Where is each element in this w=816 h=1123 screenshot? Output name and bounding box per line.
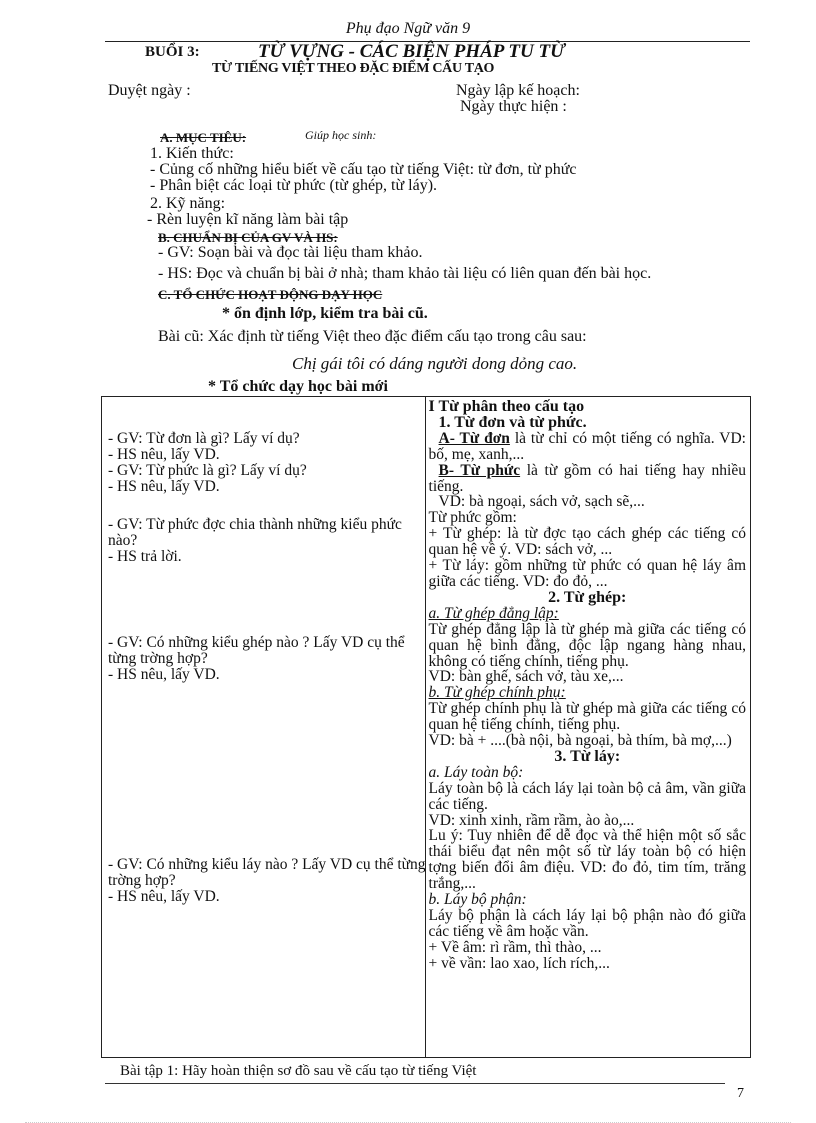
activity-line: - GV: Có những kiểu ghép nào ? Lấy VD cụ thể từng trờng hợp? xyxy=(108,634,405,667)
lesson-title: TỪ VỰNG - CÁC BIỆN PHÁP TU TỪ xyxy=(258,41,565,62)
new-lesson-heading: * Tổ chức dạy học bài mới xyxy=(208,378,388,395)
activity-line: - GV: Có những kiểu láy nào ? Lấy VD cụ thể từng trờng hợp? xyxy=(108,856,426,889)
lesson-label: BUỔI 3: xyxy=(145,44,200,60)
example: VD: bà ngoại, sách vở, sạch sẽ,... xyxy=(438,493,645,511)
page-number: 7 xyxy=(737,1086,744,1101)
exercise-1: Bài tập 1: Hãy hoàn thiện sơ đồ sau về cấu tạo từ tiếng Việt xyxy=(120,1063,477,1079)
activity-line: - HS nêu, lấy VD. xyxy=(108,445,220,463)
subtype-label: a. Từ ghép đẳng lập: xyxy=(428,604,559,622)
subtype-label: b. Từ ghép chính phụ: xyxy=(428,684,566,702)
content-line: Láy toàn bộ là cách láy lại toàn bộ cả âm, vần giữa các tiếng. xyxy=(428,779,746,813)
activity-line: - GV: Từ phức là gì? Lấy ví dụ? xyxy=(108,461,307,479)
definition-simple xyxy=(429,431,746,463)
preparation-gv: - GV: Soạn bài và đọc tài liệu tham khảo. xyxy=(158,244,423,261)
teacher-activity-column xyxy=(102,397,426,1058)
footer-divider xyxy=(105,1083,725,1084)
content-line: + Từ láy: gồm những từ phức có quan hệ láy âm giữa các tiếng. VD: đo đỏ, ... xyxy=(428,557,746,590)
subsection-heading: 2. Từ ghép: xyxy=(548,588,627,606)
term-text: là từ chỉ có một tiếng có nghĩa. VD: bố, mẹ, xanh,... xyxy=(428,429,746,463)
example: VD: bà + ....(bà nội, bà ngoại, bà thím, bà mợ,...) xyxy=(428,732,732,750)
activity-line: - GV: Từ phức đợc chia thành những kiểu phức nào? xyxy=(108,516,402,549)
content-line: Từ ghép chính phụ là từ ghép mà giữa các tiếng có quan hệ tiếng chính, tiếng phụ. xyxy=(428,700,746,734)
preparation-heading: B. CHUẨN BỊ CỦA GV VÀ HS: xyxy=(158,230,338,245)
term-text: là từ gồm có hai tiếng hay nhiều tiếng. xyxy=(428,461,746,495)
activity-line: - GV: Từ đơn là gì? Lấy ví dụ? xyxy=(108,430,300,447)
approved-date: Duyệt ngày : xyxy=(108,82,191,99)
note: Lu ý: Tuy nhiên để dễ đọc và thể hiện một số sắc thái biểu đạt nên một số từ láy toàn bộ có hiện tợng biến đổi âm điệu. VD: đo đỏ, tim tím, trăng trắng,... xyxy=(428,827,746,893)
lesson-table xyxy=(101,396,751,1058)
objective-line: - Rèn luyện kĩ năng làm bài tập xyxy=(147,211,349,228)
activity-block xyxy=(108,857,426,905)
content-line: + về vần: lao xao, lích rích,... xyxy=(428,954,610,972)
activity-line: - HS nêu, lấy VD. xyxy=(108,665,220,683)
content-line: + Từ ghép: là từ đợc tạo cách ghép các tiếng có quan hệ về ý. VD: sách vở, ... xyxy=(428,525,746,559)
exec-date: Ngày thực hiện : xyxy=(460,98,567,115)
subsection-heading: 3. Từ láy: xyxy=(554,747,621,765)
term-label: B- Từ phức xyxy=(438,461,521,479)
content-line: Từ phức gồm: xyxy=(428,509,517,527)
term-label: A- Từ đơn xyxy=(438,429,510,447)
activity-line: - HS trả lời. xyxy=(108,547,182,565)
content-line: Láy bộ phận là cách láy lại bộ phận nào đó giữa các tiếng về âm hoặc vần. xyxy=(428,907,746,940)
objective-line: 1. Kiến thức: xyxy=(150,145,234,162)
subsection-heading: 1. Từ đơn và từ phức. xyxy=(438,413,587,431)
page-header-title: Phụ đạo Ngữ văn 9 xyxy=(345,20,471,37)
subtype-label: a. Láy toàn bộ: xyxy=(428,763,524,781)
objective-line: - Củng cố những hiểu biết về cấu tạo từ tiếng Việt: từ đơn, từ phức xyxy=(150,161,577,178)
plan-date: Ngày lập kế hoạch: xyxy=(456,82,580,99)
objective-line: - Phân biệt các loại từ phức (từ ghép, từ láy). xyxy=(150,177,438,194)
activity-line: - HS nêu, lấy VD. xyxy=(108,477,220,495)
content-line: + Về âm: rì rầm, thì thào, ... xyxy=(428,938,602,956)
activity-block xyxy=(108,517,426,565)
activity-block xyxy=(108,635,426,683)
subtype-label: b. Láy bộ phận: xyxy=(428,891,527,909)
content-column xyxy=(425,397,750,1058)
organization-heading: C. TỔ CHỨC HOẠT ĐỘNG DẠY HỌC xyxy=(158,287,383,302)
stabilize-step: * ổn định lớp, kiểm tra bài cũ. xyxy=(222,305,428,322)
objectives-intro: Giúp học sinh: xyxy=(305,128,377,142)
objective-line: 2. Kỹ năng: xyxy=(150,195,226,212)
example-sentence: Chị gái tôi có dáng người dong dỏng cao. xyxy=(292,354,578,373)
old-lesson: Bài cũ: Xác định từ tiếng Việt theo đặc điểm cấu tạo trong câu sau: xyxy=(158,328,587,345)
example: VD: bàn ghế, sách vở, tàu xe,... xyxy=(428,668,624,686)
objectives-heading: A. MỤC TIÊU: xyxy=(160,130,247,145)
preparation-hs: - HS: Đọc và chuẩn bị bài ở nhà; tham khảo tài liệu có liên quan đến bài học. xyxy=(158,265,652,282)
content-line: Từ ghép đẳng lập là từ ghép mà giữa các tiếng có quan hệ bình đẳng, độc lập ngang hàng nhau, không có tiếng chính, tiếng phụ. xyxy=(428,620,746,670)
example: VD: xinh xinh, rầm rầm, ào ào,... xyxy=(428,811,635,829)
activity-line: - HS nêu, lấy VD. xyxy=(108,887,220,905)
section-heading: I Từ phân theo cấu tạo xyxy=(428,398,585,415)
definition-complex xyxy=(429,463,746,495)
activity-block xyxy=(108,431,426,495)
lesson-subtitle: TỪ TIẾNG VIỆT THEO ĐẶC ĐIỂM CẤU TẠO xyxy=(212,61,495,76)
